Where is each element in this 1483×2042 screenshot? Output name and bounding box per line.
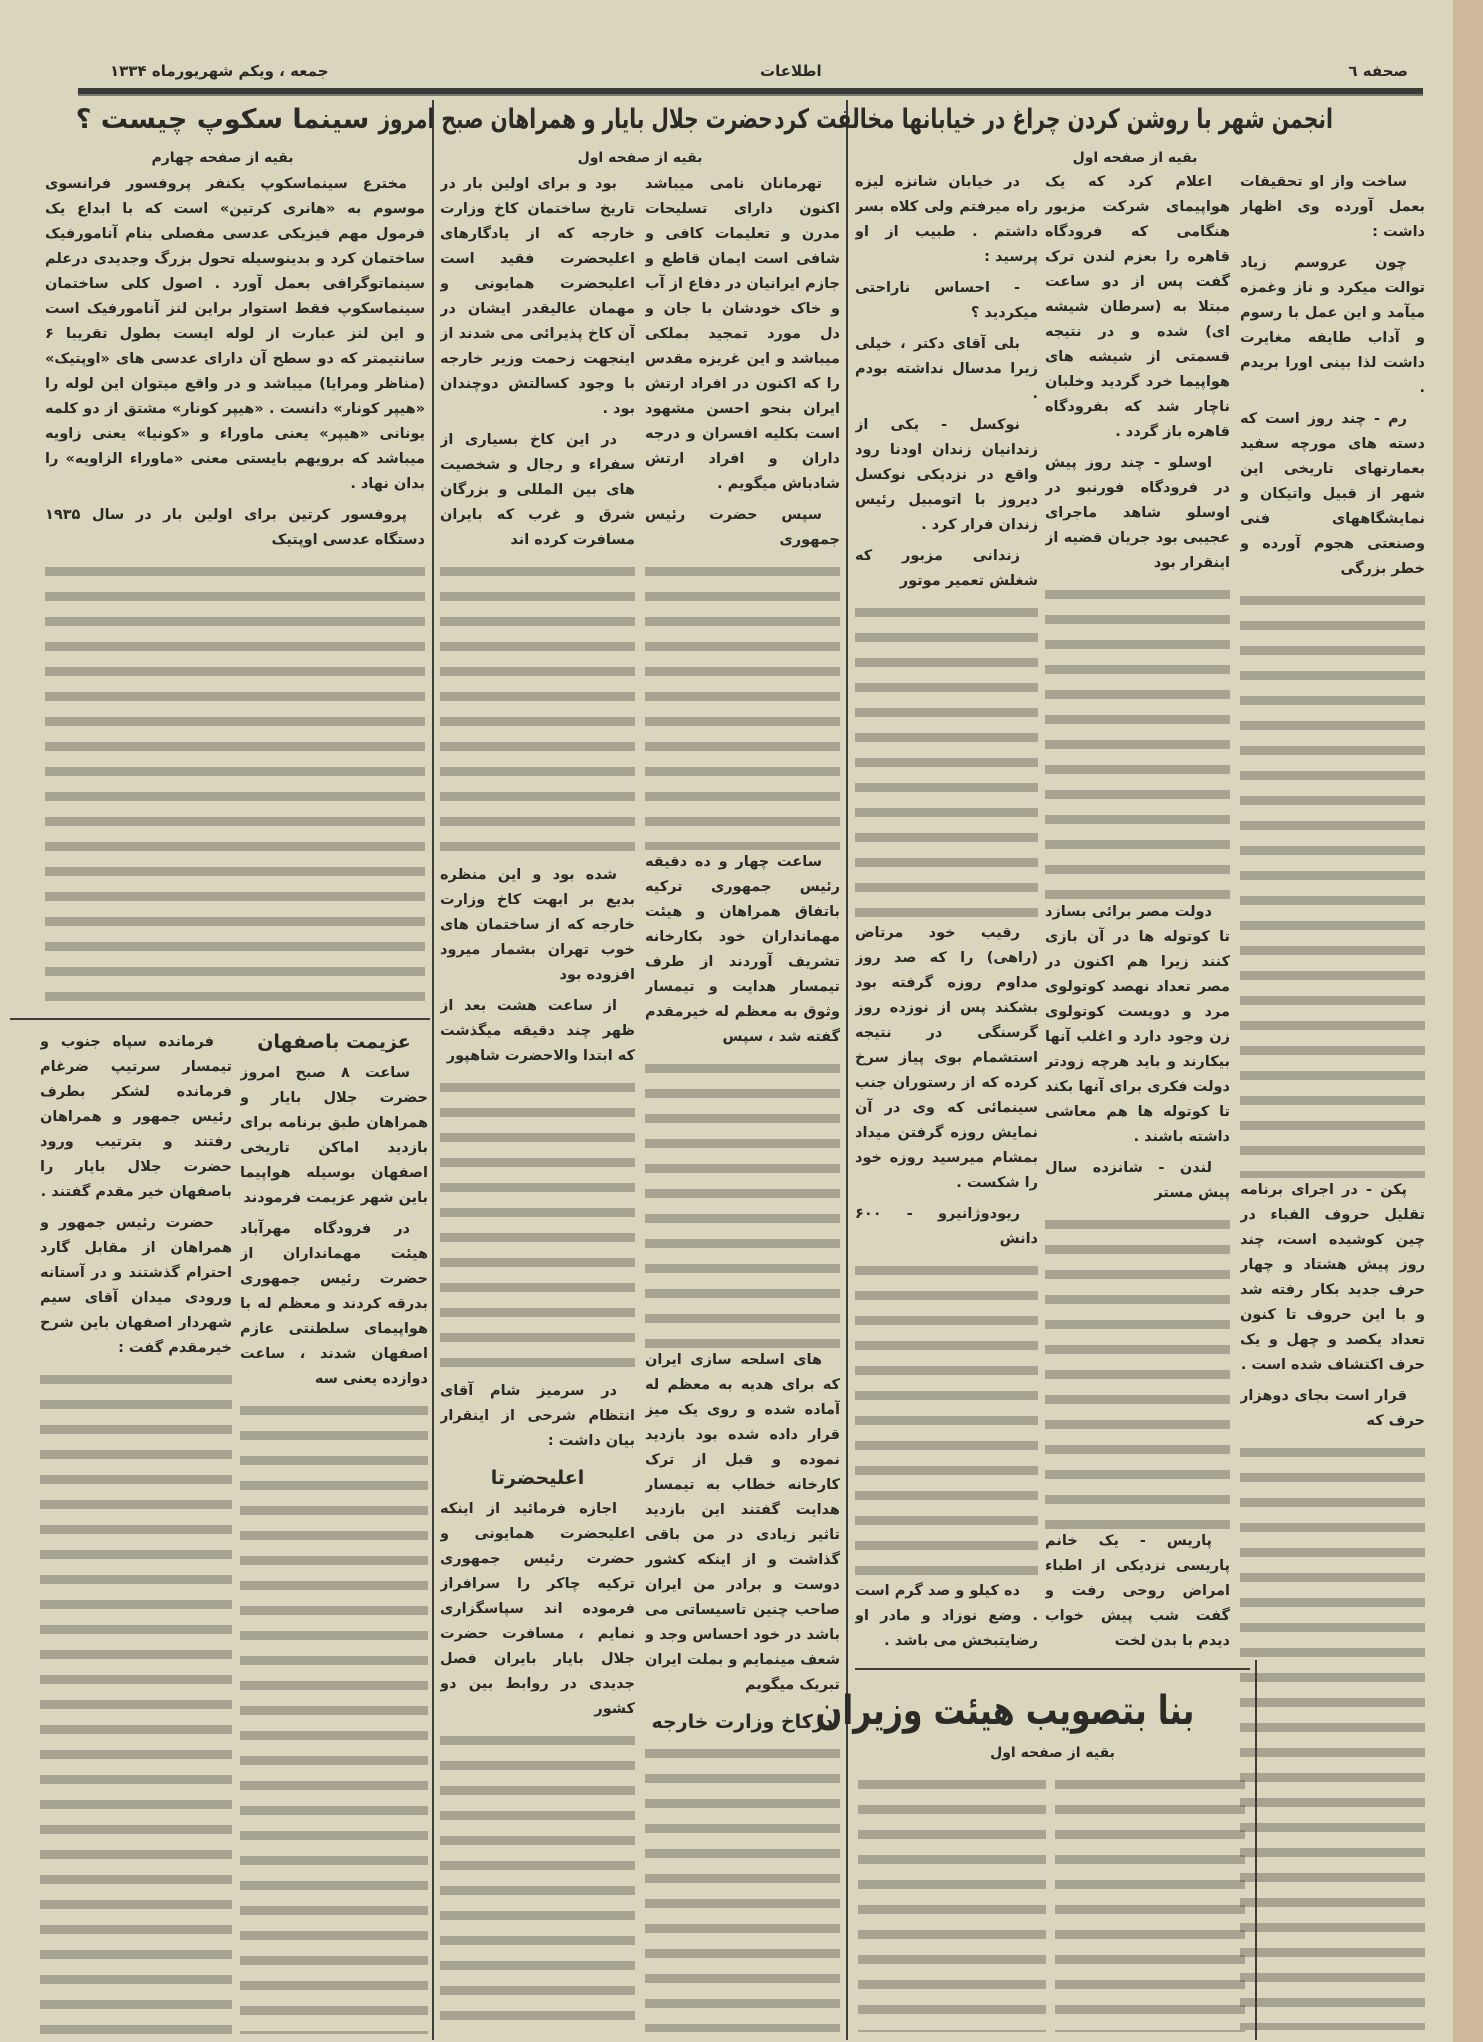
paragraph: رقیب خود مرتاض (راهی) را که صد روز مداوم روزه گرفته بود بشکند پس از نوزده روز گرسنگی در نتیجه استشمام بوی پیاز سرخ کرده که از رستوران جنب سینمائی که وی در آن نمایش روزه گرفتن میداد بمشام میرسید روزه خود را شکست . xyxy=(855,925,1038,1191)
paragraph: رم - چند روز است که دسته های مورچه سفید بعمارتهای تاریخی این شهر از قبیل واتیکان و نمایشگاههای فنی وصنعتی هجوم آورده و خطر بزرگی xyxy=(1240,411,1425,577)
paragraph: ساعت ۸ صبح امروز حضرت جلال بایار و همراهان طبق برنامه برای بازدید اماکن تاریخی اصفهان بوسیله هواپیما باین شهر عزیمت فرمودند xyxy=(240,1065,428,1206)
continued-note: بقیه از صفحه اول xyxy=(990,1745,1115,1761)
paragraph: مخترع سینماسکوپ یکنفر پروفسور فرانسوی موسوم به «هانری کرتین» است که با ابداع یک فرمول مهم فیزیکی عدسی مفصلی بنام آنامورفیک ساختمان کرد و بدینوسیله تحول بزرگ وجدیدی درعلم سینماتوگرافی بعمل آورد . اصول کلی ساختمان سینماسکوپ فقط استوار براین لنز آنامورفیک است و این لنز عبارت از لوله ایست بطول تقریبا ۶ سانتیمتر که دو سطح آن دارای عدسی های «اوپتیک» (مناظر ومرایا) میباشد و در واقع میتوان این لوله را «هیپر کونار» دانست . «هیپر کونار» مشتق از دو کلمه یونانی «هیپر» یعنی ماوراء و «کونیا» یعنی زاویه میباشد که برویهم بایستی معنی «ماوراء الزاویه» را بدان نهاد . xyxy=(45,176,425,492)
subheading-majesty: اعلیحضرتا xyxy=(490,1467,585,1489)
paragraph: ریودوژانیرو - ۶۰۰ دانش xyxy=(855,1206,1038,1247)
paragraph: زندانی مزبور که شغلش تعمیر موتور xyxy=(855,548,1038,589)
text-block xyxy=(1045,582,1230,900)
column-city-2 xyxy=(1045,170,1230,1660)
paragraph: بلی آقای دکتر ، خیلی زیرا مدسال نداشته بودم . xyxy=(855,336,1038,402)
subheading-isfahan: عزیمت باصفهان xyxy=(257,1031,411,1053)
paragraph: بود و برای اولین بار در تاریخ ساختمان کاخ وزارت خارجه که از یادگارهای اعلیحضرت فقید است اعلیحضرت همایونی و مهمان عالیقدر ایشان در آن کاخ پذیرائی می شدند از اینجهت زحمت وزیر خارجه با وجود کسالتش دوچندان بود . xyxy=(440,176,635,417)
column-bayar-1 xyxy=(645,172,840,2032)
column-isfahan-2 xyxy=(40,1030,232,2034)
header-rule xyxy=(78,88,1423,96)
paragraph: دولت مصر برائی بسازد تا کوتوله ها در آن بازی کنند زیرا هم اکنون در مصر تعداد نهصد کوتولوی مرد و دویست کوتولوی زن وجود دارد و اغلب آنها بیکارند و باید هرچه زودتر دولت فکری برای آنها بکند تا کوتوله ها هم معاشی داشته باشند . xyxy=(1045,903,1230,1145)
headline-cabinet xyxy=(815,1688,1245,1734)
headline-cinemascope-text: سینما سکوپ چیست ؟ xyxy=(75,104,370,135)
column-isfahan-1 xyxy=(240,1024,428,2034)
column-bayar-2 xyxy=(440,172,635,2032)
text-block xyxy=(855,600,1038,921)
section-rule xyxy=(10,1018,430,1020)
paragraph: اجازه فرمائید از اینکه اعلیحضرت همایونی و حضرت رئیس جمهوری ترکیه چاکر را سرافراز فرموده اند سپاسگزاری نمایم ، مسافرت حضرت جلال بایار بایران فصل جدیدی در روابط بین دو کشور xyxy=(440,1501,635,1717)
text-block xyxy=(1055,1772,1245,2032)
headline-bayar xyxy=(378,104,840,135)
text-block xyxy=(440,559,635,863)
text-block xyxy=(40,1367,232,2034)
column-city-3 xyxy=(855,170,1038,1660)
paragraph: تهرمانان نامی میباشد اکنون دارای تسلیحات مدرن و تعلیمات کافی و شافی است ایمان قاطع و جازم ایرانیان در دفاع از آب و خاک خودشان با جان و دل مورد تمجید بملکی میباشد و این غریزه مقدس را که اکنون در افراد ارتش ایران بنحو احسن مشهود است بکلیه افسران و درجه داران و افراد ارتش شادباش میگویم . xyxy=(645,176,840,492)
newspaper-name: اطلاعات xyxy=(760,62,822,80)
headline-city-council xyxy=(774,104,1425,135)
paragraph: در سرمیز شام آقای انتظام شرحی از اینقرار بیان داشت : xyxy=(440,1383,635,1449)
text-block xyxy=(440,1075,635,1379)
text-block xyxy=(858,1772,1046,2032)
text-block xyxy=(645,1741,840,2032)
paragraph: ده کیلو و صد گرم است . وضع نوزاد و مادر او رضایتبخش می باشد . xyxy=(855,1583,1038,1649)
text-block xyxy=(645,1056,840,1347)
paragraph: شده بود و این منظره بدیع بر ابهت کاخ وزارت خارجه که از ساختمان های خوب تهران بشمار میرود افزوده بود xyxy=(440,867,635,983)
issue-date: جمعه ، ویکم شهریورماه ۱۳۳۴ xyxy=(110,62,329,80)
paragraph: پاریس - یک خانم پاریسی نزدیکی از اطباء امراض روحی رفت و گفت شب پیش خواب دیدم با بدن لخت xyxy=(1045,1533,1230,1649)
headline-cabinet-text: بنا بتصویب هیئت وزیران xyxy=(815,1688,1195,1734)
text-block xyxy=(645,559,840,850)
text-block xyxy=(855,1258,1038,1579)
headline-cinemascope xyxy=(20,104,425,135)
paragraph: قرار است بجای دوهزار حرف که xyxy=(1240,1388,1425,1429)
paragraph: سپس حضرت رئیس جمهوری xyxy=(645,507,840,548)
paragraph: نوکسل - یکی از زندانیان زندان اودنا رود واقع در نزدیکی نوکسل دیروز با اتومبیل رئیس زندان فرار کرد . xyxy=(855,417,1038,533)
paragraph: های اسلحه سازی ایران که برای هدیه به معظم له آماده شده و روی یک میز قرار داده شده بود بازدید نموده و قبل از ترک کارخانه خطاب به تیمسار هدایت گفتند این بازدید تاثیر زیادی در من باقی گذاشت و از اینکه کشور دوست و برادر من ایران صاحب چنین تاسیساتی می باشد در خود احساس وجد و شعف مینمایم و بملت ایران تبریک میگویم xyxy=(645,1351,840,1693)
paragraph: حضرت رئیس جمهور و همراهان از مقابل گارد احترام گذشتند و در آستانه ورودی میدان آقای سیم شهردار اصفهان باین شرح خیرمقدم گفت : xyxy=(40,1215,232,1356)
column-city-1 xyxy=(1240,170,1425,2030)
paragraph: پروفسور کرتین برای اولین بار در سال ۱۹۳۵ دستگاه عدسی اوپتیک xyxy=(45,507,425,548)
column-cabinet-1 xyxy=(1055,1772,1245,2032)
paragraph: در خیابان شانزه لیزه راه میرفتم ولی کلاه بسر داشتم . طبیب از او پرسید : xyxy=(855,174,1038,265)
continued-note: بقیه از صفحه چهارم xyxy=(151,150,294,166)
text-block xyxy=(1240,588,1425,1178)
paragraph: - احساس ناراحتی میکردید ؟ xyxy=(855,280,1038,321)
paragraph: در فرودگاه مهرآباد هیئت مهمانداران از حضرت رئیس جمهوری بدرقه کردند و معظم له با هواپیمای سلطنتی عازم اصفهان شدند ، ساعت دوازده یعنی سه xyxy=(240,1221,428,1387)
paragraph: پکن - در اجرای برنامه تقلیل حروف الفباء در چین کوشیده است، چند روز پیش هشتاد و چهار حرف جدید بکار رفته شد و با این حروف تا کنون تعداد یکصد و چهل و یک حرف اکتشاف شده است . xyxy=(1240,1182,1425,1373)
paragraph: لندن - شانزده سال پیش مستر xyxy=(1045,1159,1230,1201)
page-edge xyxy=(1453,0,1483,2042)
headline-city-council-text: انجمن شهر با روشن کردن چراغ در خیابانها مخالفت کرد xyxy=(774,104,1333,135)
paragraph: در این کاخ بسیاری از سفراء و رجال و شخصیت های بین المللی و بزرگان شرق و غرب که بایران مسافرت کرده اند xyxy=(440,432,635,548)
text-block xyxy=(240,1398,428,2034)
continued-note: بقیه از صفحه اول xyxy=(577,150,703,166)
text-block xyxy=(45,559,425,1012)
paragraph: اوسلو - چند روز پیش در فرودگاه فورنبو در اوسلو شاهد ماجرای عجیبی بود جریان قضیه از اینقرار بود xyxy=(1045,455,1230,571)
text-block xyxy=(1240,1440,1425,2030)
continued-note: بقیه از صفحه اول xyxy=(1072,150,1198,166)
page-number: صحفه ٦ xyxy=(1348,62,1408,80)
section-rule xyxy=(855,1668,1250,1670)
text-block xyxy=(1045,1212,1230,1530)
column-cinemascope xyxy=(45,172,425,1012)
paragraph: از ساعت هشت بعد از ظهر چند دقیقه میگذشت که ابتدا والاحضرت شاهپور xyxy=(440,998,635,1064)
paragraph: فرمانده سپاه جنوب و تیمسار سرتیپ ضرغام فرمانده لشکر بطرف رئیس جمهور و همراهان رفتند و بترتیب ورود حضرت جلال بایار را باصفهان خیر مقدم گفتند . xyxy=(40,1034,232,1200)
column-divider xyxy=(432,100,434,2040)
paragraph: ساعت چهار و ده دقیقه رئیس جمهوری ترکیه باتفاق همراهان و هیئت مهمانداران خود بکارخانه تشریف آوردند از طرف تیمسار هدایت و تیمسار وثوق به معظم له خیرمقدم گفته شد ، سپس xyxy=(645,854,840,1046)
paragraph: چون عروسم زیاد توالت میکرد و ناز وغمزه میآمد و این عمل با رسوم و آداب طایفه مغایرت داشت لذا بینی اورا بریدم . xyxy=(1240,255,1425,396)
paragraph: اعلام کرد که یک هواپیمای شرکت مزبور هنگامی که فرودگاه قاهره را بعزم لندن ترک گفت پس از دو ساعت مبتلا به (سرطان شیشه ای) شده و در نتیجه قسمتی از شیشه های هواپیما خرد گردید وخلبان ناچار شد که بفرودگاه قاهره باز گردد . xyxy=(1045,174,1230,440)
text-block xyxy=(440,1728,635,2032)
headline-bayar-text: حضرت جلال بایار و همراهان صبح امروز xyxy=(378,104,773,135)
column-cabinet-2 xyxy=(858,1772,1046,2032)
column-divider xyxy=(846,100,848,2040)
subheading-foreign-ministry: درکاخ وزارت خارجه xyxy=(651,1710,834,1733)
paragraph: ساخت واز او تحقیقات بعمل آورده وی اظهار داشت : xyxy=(1240,174,1425,240)
